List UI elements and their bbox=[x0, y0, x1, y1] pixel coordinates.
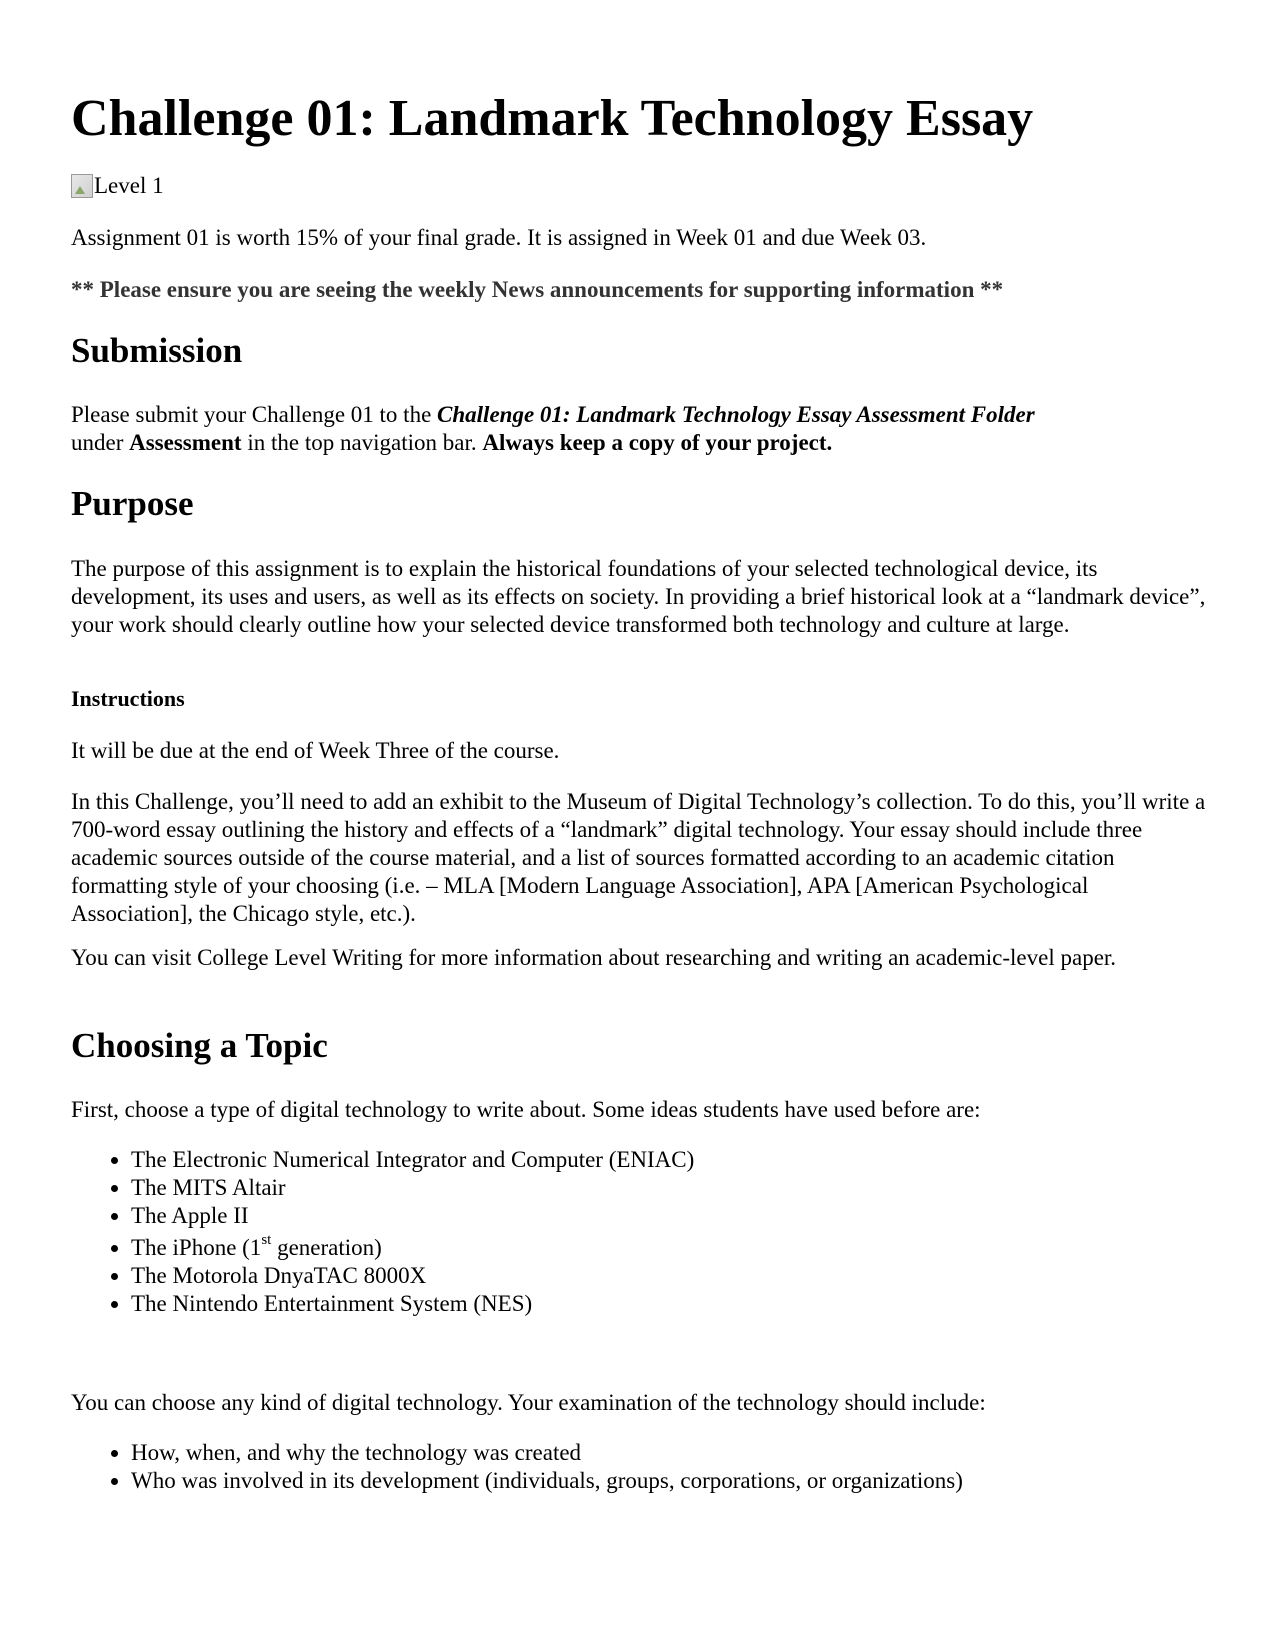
challenge-paragraph: In this Challenge, you’ll need to add an exhibit to the Museum of Digital Technology’s collection. To do this, you’ll write a 700-word essay outlining the history and effects of a “landmark” digital technology. Your essay should include three academic sources outside of the course material, and a list of sources formatted according to an academic citation formatting style of your choosing (i.e. – MLA [Modern Language Association], APA [American Psychological Association], the Chicago style, etc.). bbox=[71, 789, 1206, 926]
iphone-superscript: st bbox=[261, 1232, 272, 1249]
examination-intro: You can choose any kind of digital technology. Your examination of the technology should include: bbox=[71, 1390, 986, 1415]
broken-image-icon bbox=[71, 174, 93, 198]
submission-text-under: under bbox=[71, 430, 130, 455]
instructions-heading: Instructions bbox=[71, 686, 185, 711]
assessment-folder-name: Challenge 01: Landmark Technology Essay Assessment Folder bbox=[437, 402, 1035, 427]
topic-ideas-list bbox=[71, 1146, 1206, 1318]
writing-paragraph: You can visit College Level Writing for more information about researching and writing an academic-level paper. bbox=[71, 945, 1117, 970]
level-image-alt: Level 1 bbox=[94, 173, 164, 198]
list-item: • The Electronic Numerical Integrator and Computer (ENIAC) bbox=[131, 1146, 1206, 1174]
examination-list bbox=[71, 1439, 1206, 1495]
assessment-label: Assessment bbox=[129, 430, 242, 455]
list-item: • Who was involved in its development (individuals, groups, corporations, or organizations) bbox=[131, 1467, 1206, 1495]
list-item: • The Apple II bbox=[131, 1202, 1206, 1230]
intro-paragraph: Assignment 01 is worth 15% of your final grade. It is assigned in Week 01 and due Week 03. bbox=[71, 225, 927, 250]
submission-paragraph bbox=[71, 401, 1206, 457]
news-notice: ** Please ensure you are seeing the weekly News announcements for supporting information ** bbox=[71, 277, 1004, 302]
purpose-heading: Purpose bbox=[71, 484, 194, 523]
iphone-prefix: The iPhone (1 bbox=[131, 1235, 262, 1260]
topic-heading: Choosing a Topic bbox=[71, 1026, 328, 1065]
list-item bbox=[131, 1234, 1206, 1262]
submission-heading: Submission bbox=[71, 331, 243, 370]
list-item: • The Nintendo Entertainment System (NES) bbox=[131, 1290, 1206, 1318]
purpose-paragraph: The purpose of this assignment is to explain the historical foundations of your selected technological device, its development, its uses and users, as well as its effects on society. In providing a brief historical look at a “landmark device”, your work should clearly outline how your selected device transformed both technology and culture at large. bbox=[71, 556, 1206, 637]
submission-text-3: in the top navigation bar. bbox=[241, 430, 483, 455]
submission-text-1: Please submit your Challenge 01 to the bbox=[71, 402, 438, 427]
topic-intro: First, choose a type of digital technology to write about. Some ideas students have used before are: bbox=[71, 1097, 981, 1122]
page-title: Challenge 01: Landmark Technology Essay bbox=[71, 90, 1034, 147]
list-item: • How, when, and why the technology was created bbox=[131, 1439, 1206, 1467]
level-image bbox=[71, 172, 1206, 205]
due-paragraph: It will be due at the end of Week Three of the course. bbox=[71, 738, 560, 763]
list-item: • The Motorola DnyaTAC 8000X bbox=[131, 1262, 1206, 1290]
iphone-suffix: generation) bbox=[271, 1235, 382, 1260]
list-item: • The MITS Altair bbox=[131, 1174, 1206, 1202]
keep-copy-text: Always keep a copy of your project. bbox=[482, 430, 833, 455]
